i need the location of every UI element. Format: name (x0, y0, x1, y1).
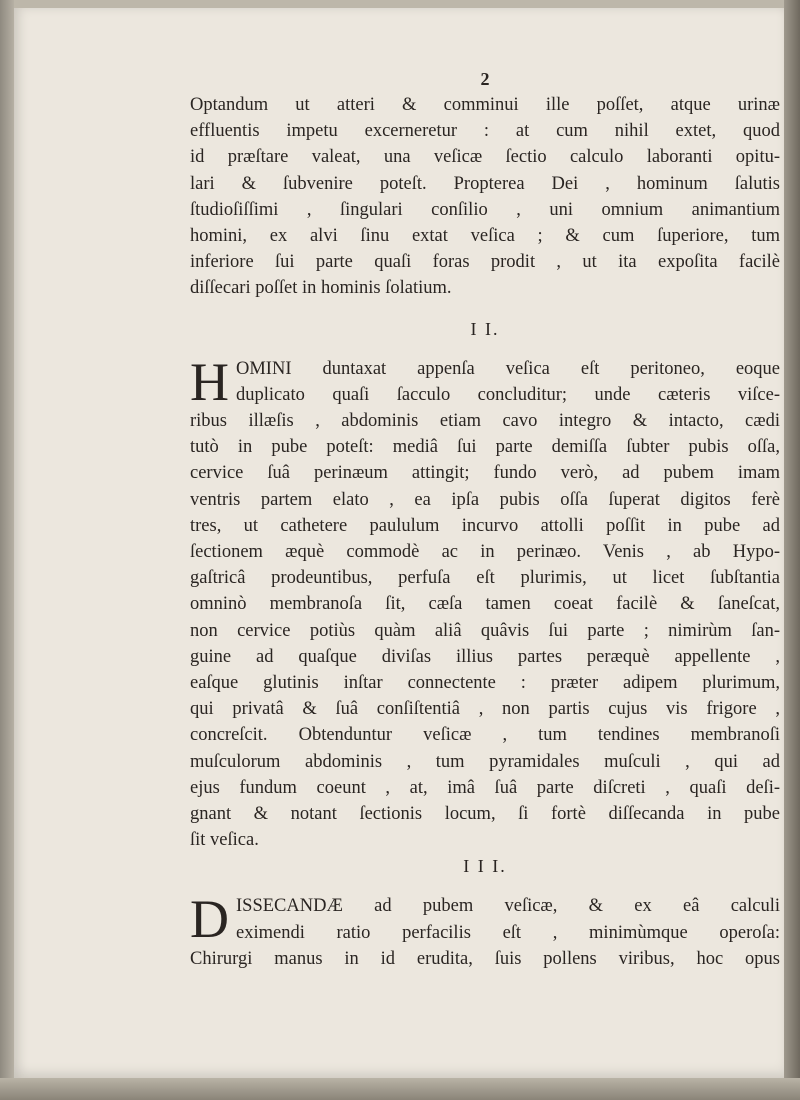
text-line: gnant & notant ſectionis locum, ſi fortè diſſecanda in pube (190, 804, 780, 825)
binding-edge (0, 0, 14, 1100)
text-line: tres, ut cathetere paululum incurvo attolli poſſit in pube ad (190, 515, 780, 536)
paragraph-3 (190, 889, 780, 972)
text-line: lari & ſubvenire poteſt. Propterea Dei , hominum ſalutis (190, 173, 780, 194)
text-line: omninò membranoſa ſit, cæſa tamen coeat facilè & ſaneſcat, (190, 594, 780, 615)
text-line: muſculorum abdominis , tum pyramidales muſculi , qui ad (190, 751, 780, 772)
page-number: 2 (480, 69, 490, 89)
text-line: ſectionem æquè commodè ac in perinæo. Venis , ab Hypo- (190, 542, 780, 563)
paragraph-1 (190, 92, 780, 302)
section-heading-3: I I I. (463, 856, 507, 877)
text-line: ventris partem elato , ea ipſa pubis oſſa ſuperat digitos ferè (190, 489, 780, 510)
drop-cap: H (190, 351, 229, 412)
drop-cap: D (190, 889, 229, 950)
text-line: tutò in pube poteſt: mediâ ſui parte demiſſa ſubter pubis oſſa, (190, 437, 780, 458)
paragraph-2 (190, 351, 780, 854)
page-text (190, 68, 780, 972)
text-line: inferiore ſui parte quaſi foras prodit , ut ita expoſita facilè (190, 252, 780, 273)
text-line: Optandum ut atteri & comminui ille poſſet, atque urinæ (190, 95, 780, 115)
page-bottom-edge (0, 1078, 800, 1100)
page-right-edge (784, 0, 800, 1100)
text-line: gaſtricâ prodeuntibus, perfuſa eſt plurimis, ut licet ſubſtantia (190, 568, 780, 589)
text-line: OMINI duntaxat appenſa veſica eſt peritoneo, eoque (236, 358, 780, 379)
section-heading-2: I I. (470, 318, 500, 339)
text-line: ſtudioſiſſimi , ſingulari conſilio , uni omnium animantium (190, 199, 780, 220)
text-line: ISSECANDÆ ad pubem veſicæ, & ex eâ calculi (236, 896, 780, 917)
text-line: ejus fundum coeunt , at, imâ ſuâ parte diſcreti , quaſi deſi- (190, 777, 780, 798)
text-line: eximendi ratio perfacilis eſt , minimùmque operoſa: (236, 922, 780, 943)
text-line: effluentis impetu excerneretur : at cum nihil extet, quod (190, 121, 780, 142)
text-line: eaſque glutinis inſtar connectente : præter adipem plurimum, (190, 673, 780, 694)
text-line: guine ad quaſque diviſas illius partes peræquè appellente , (190, 646, 780, 667)
text-line: diſſecari poſſet in hominis ſolatium. (190, 278, 452, 299)
text-line: qui privatâ & ſuâ conſiſtentiâ , non partis cujus vis frigore , (190, 699, 780, 720)
text-line: concreſcit. Obtenduntur veſicæ , tum tendines membranoſi (190, 725, 780, 746)
text-line: id præſtare valeat, una veſicæ ſectio calculo laboranti opitu- (190, 147, 780, 168)
text-line: Chirurgi manus in id erudita, ſuis pollens viribus, hoc opus (190, 948, 780, 969)
text-line: ſit veſica. (190, 830, 259, 851)
text-line: cervice ſuâ perinæum attingit; fundo verò, ad pubem imam (190, 463, 780, 484)
text-line: duplicato quaſi ſacculo concluditur; unde cæteris viſce- (236, 384, 780, 405)
text-line: homini, ex alvi ſinu extat veſica ; & cum ſuperiore, tum (190, 226, 780, 247)
text-line: ribus illæſis , abdominis etiam cavo integro & intacto, cædi (190, 411, 780, 432)
text-line: non cervice potiùs quàm aliâ quâvis ſui parte ; nimirùm ſan- (190, 620, 780, 641)
